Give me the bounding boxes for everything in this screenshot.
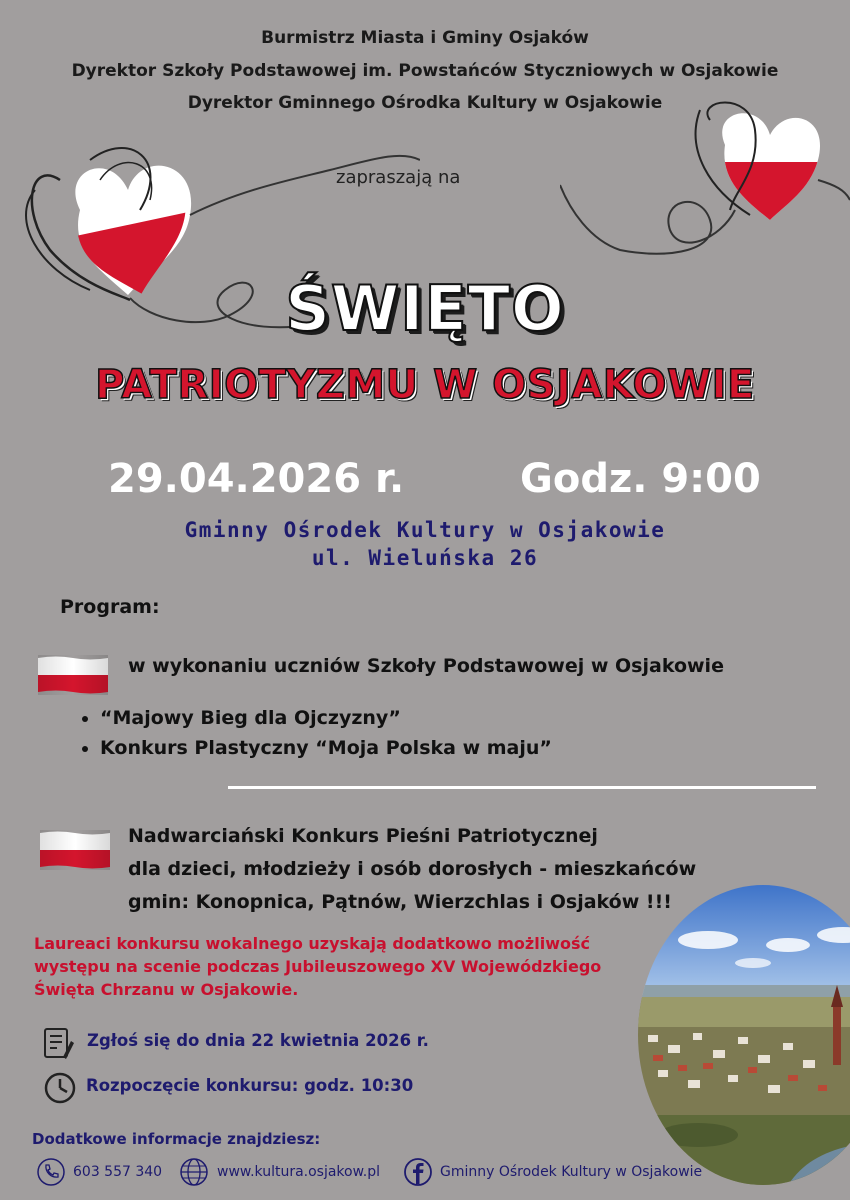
contact-phone[interactable]: 603 557 340 xyxy=(73,1164,163,1180)
contact-website[interactable]: www.kultura.osjakow.pl xyxy=(217,1164,380,1180)
organizer-1: Burmistrz Miasta i Gminy Osjaków xyxy=(261,28,589,48)
form-document-icon xyxy=(43,1027,75,1061)
list-item: • Konkurs Plastyczny “Moja Polska w maju” xyxy=(100,733,552,763)
laureates-note-line: Laureaci konkursu wokalnego uzyskają dodatkowo możliwość xyxy=(34,934,590,953)
phone-icon[interactable] xyxy=(36,1157,66,1187)
poland-flag-icon xyxy=(40,830,110,870)
registration-deadline: Zgłoś się do dnia 22 kwietnia 2026 r. xyxy=(87,1031,429,1050)
clock-icon xyxy=(43,1071,77,1105)
program-heading: Program: xyxy=(60,596,160,618)
globe-icon[interactable] xyxy=(178,1156,210,1188)
venue-address: ul. Wieluńska 26 xyxy=(311,546,539,570)
organizer-3: Dyrektor Gminnego Ośrodka Kultury w Osjakowie xyxy=(187,93,663,113)
event-date: 29.04.2026 r. xyxy=(108,456,405,502)
program-item-1-list xyxy=(78,703,552,763)
town-aerial-photo xyxy=(638,885,850,1185)
title-line-1: ŚWIĘTO xyxy=(285,272,565,345)
program-item-2-line: Nadwarciański Konkurs Pieśni Patriotycznej xyxy=(128,825,598,847)
event-time: Godz. 9:00 xyxy=(520,456,761,502)
title-line-2: PATRIOTYZMU W OSJAKOWIE xyxy=(95,362,755,408)
program-item-2 xyxy=(128,820,696,919)
invite-text: zapraszają na xyxy=(336,167,461,188)
venue-name: Gminny Ośrodek Kultury w Osjakowie xyxy=(184,518,666,542)
contest-start: Rozpoczęcie konkursu: godz. 10:30 xyxy=(86,1076,414,1095)
contact-facebook[interactable]: Gminny Ośrodek Kultury w Osjakowie xyxy=(440,1164,703,1180)
facebook-icon[interactable] xyxy=(403,1157,433,1187)
program-item-1-heading: w wykonaniu uczniów Szkoły Podstawowej w Osjakowie xyxy=(128,655,724,677)
laureates-note-line: występu na scenie podczas Jubileuszowego XV Wojewódzkiego xyxy=(34,957,602,976)
more-info-heading: Dodatkowe informacje znajdziesz: xyxy=(32,1130,321,1148)
laureates-note xyxy=(34,932,601,1001)
program-item-2-line: dla dzieci, młodzieży i osób dorosłych - mieszkańców xyxy=(128,858,697,880)
heart-flag-decoration-right xyxy=(560,90,850,270)
organizer-2: Dyrektor Szkoły Podstawowej im. Powstańców Styczniowych w Osjakowie xyxy=(71,61,779,81)
section-divider xyxy=(228,786,816,789)
poland-flag-icon xyxy=(38,655,108,695)
list-item: • “Majowy Bieg dla Ojczyzny” xyxy=(100,703,552,733)
program-item-2-line: gmin: Konopnica, Pątnów, Wierzchlas i Osjaków !!! xyxy=(128,891,672,913)
laureates-note-line: Święta Chrzanu w Osjakowie. xyxy=(34,980,299,999)
